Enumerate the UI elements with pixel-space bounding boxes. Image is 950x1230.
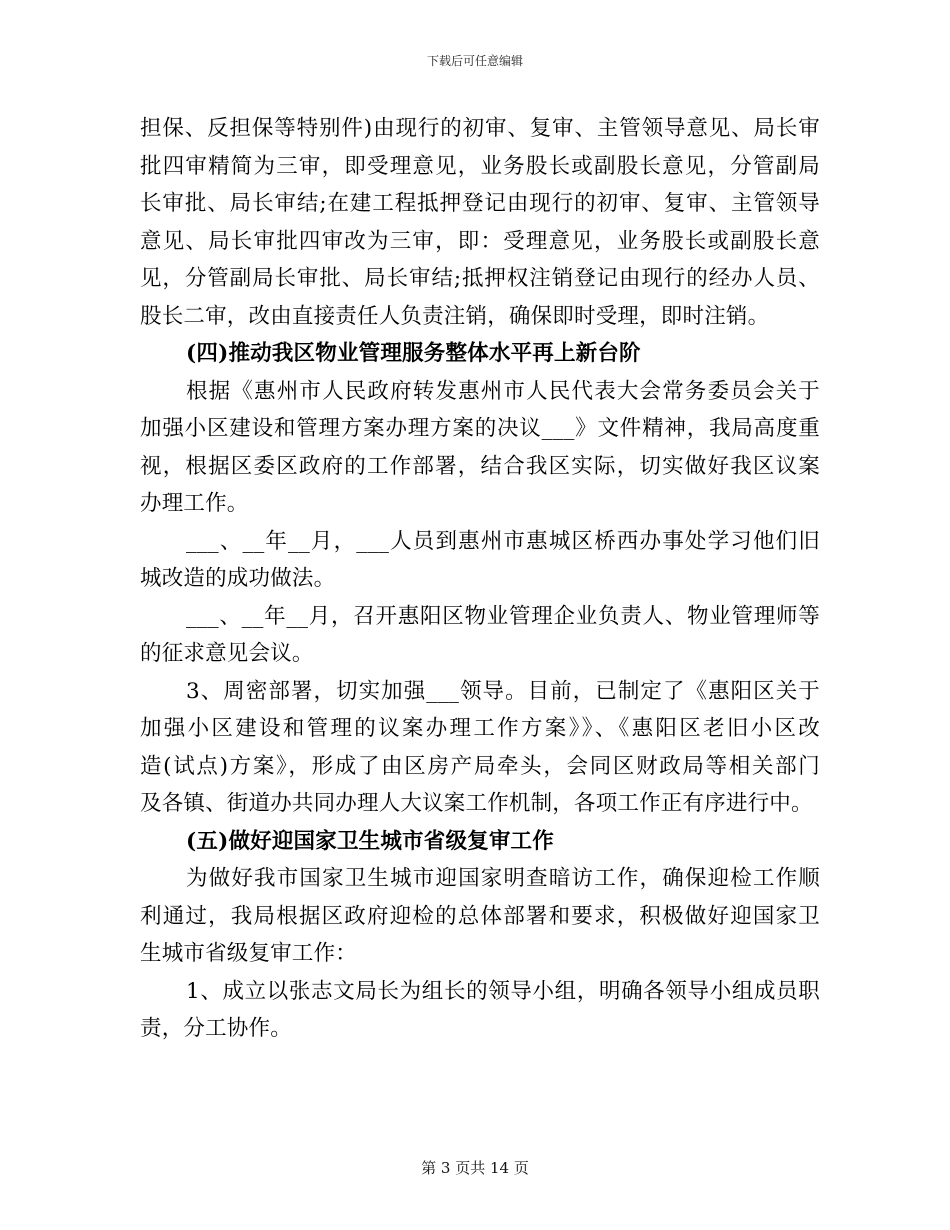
body-line: 意见、局长审批四审改为三审，即：受理意见，业务股长或副股长意: [140, 228, 820, 254]
body-line: 担保、反担保等特别件)由现行的初审、复审、主管领导意见、局长审: [140, 116, 820, 141]
page-footer: 第 3 页共 14 页: [421, 1159, 529, 1177]
body-line: 见，分管副局长审批、局长审结;抵押权注销登记由现行的经办人员、: [140, 266, 820, 291]
body-line: 的征求意见会议。: [140, 641, 314, 666]
body-line: ___、__年__月，___人员到惠州市惠城区桥西办事处学习他们旧: [186, 528, 820, 554]
body-line: 1、成立以张志文局长为组长的领导小组，明确各领导小组成员职: [186, 978, 820, 1004]
body-line: 生城市省级复审工作：: [140, 941, 358, 966]
body-line: 视，根据区委区政府的工作部署，结合我区实际，切实做好我区议案: [140, 453, 820, 479]
body-line: ___、__年__月，召开惠阳区物业管理企业负责人、物业管理师等: [186, 603, 820, 629]
body-line: 长审批、局长审结;在建工程抵押登记由现行的初审、复审、主管领导: [140, 191, 820, 216]
body-line: 为做好我市国家卫生城市迎国家明查暗访工作，确保迎检工作顺: [186, 866, 820, 891]
body-line: 责，分工协作。: [140, 1016, 292, 1041]
body-line: 3、周密部署，切实加强___领导。目前，已制定了《惠阳区关于: [186, 678, 820, 704]
body-line: 及各镇、街道办共同办理人大议案工作机制，各项工作正有序进行中。: [140, 791, 813, 816]
body-line: 加强小区建设和管理方案办理方案的决议___》文件精神，我局高度重: [140, 416, 820, 441]
section-heading-4: (四)推动我区物业管理服务整体水平再上新台阶: [186, 341, 641, 366]
section-heading-5: (五)做好迎国家卫生城市省级复审工作: [186, 828, 554, 854]
body-line: 股长二审，改由直接责任人负责注销，确保即时受理，即时注销。: [140, 303, 770, 329]
body-line: 城改造的成功做法。: [140, 566, 336, 591]
document-body: [140, 110, 820, 1048]
body-line: 办理工作。: [140, 491, 249, 516]
body-line: 根据《惠州市人民政府转发惠州市人民代表大会常务委员会关于: [186, 378, 820, 404]
body-line: 批四审精简为三审，即受理意见，业务股长或副股长意见，分管副局: [140, 153, 820, 179]
body-line: 加强小区建设和管理的议案办理工作方案》》、《惠阳区老旧小区改: [140, 716, 820, 741]
body-line: 利通过，我局根据区政府迎检的总体部署和要求，积极做好迎国家卫: [140, 903, 820, 929]
body-line: 造(试点)方案》，形成了由区房产局牵头，会同区财政局等相关部门: [140, 753, 820, 779]
page-header: 下载后可任意编辑: [426, 54, 523, 68]
